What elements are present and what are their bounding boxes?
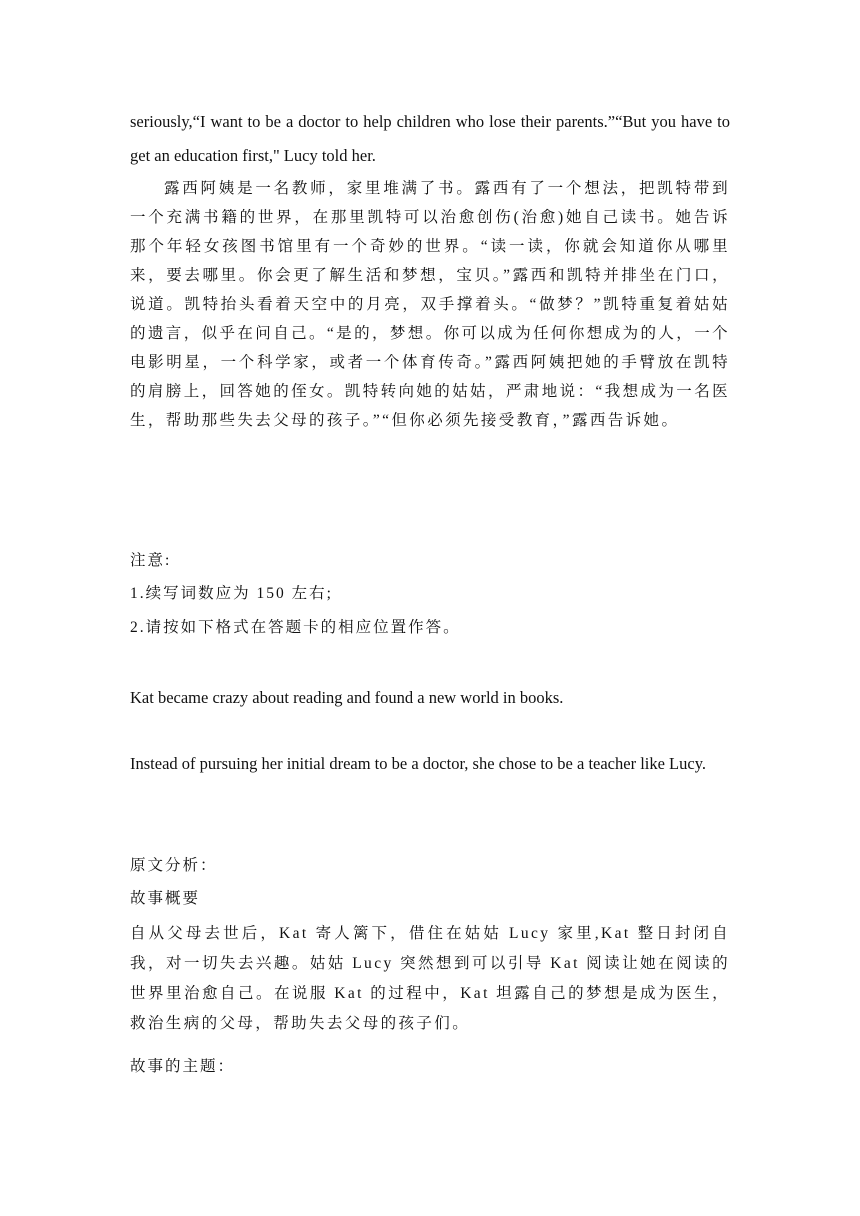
notes-item-word-count: 1.续写词数应为 150 左右;	[130, 585, 333, 602]
story-summary-heading: 故事概要	[130, 890, 201, 907]
continuation-prompt-first: Kat became crazy about reading and found a new world in books.	[130, 688, 564, 707]
english-story-paragraph: seriously,“I want to be a doctor to help children who lose their parents.”“But you have to get an education first," Lucy told her.	[130, 112, 730, 165]
story-summary-text: 自从父母去世后，Kat 寄人篱下，借住在姑姑 Lucy 家里,Kat 整日封闭自我，对一切失去兴趣。姑姑 Lucy 突然想到可以引导 Kat 阅读让她在阅读的世界里治愈自己。在说服 Kat 的过程中，Kat 坦露自己的梦想是成为医生，救治生病的父母，帮助失去父母的孩子们。	[130, 925, 730, 1032]
notes-heading: 注意:	[130, 552, 172, 569]
analysis-heading: 原文分析：	[130, 857, 218, 874]
chinese-translation-paragraph: 露西阿姨是一名教师，家里堆满了书。露西有了一个想法，把凯特带到一个充满书籍的世界，在那里凯特可以治愈创伤(治愈)她自己读书。她告诉那个年轻女孩图书馆里有一个奇妙的世界。“读一读，你就会知道你从哪里来，要去哪里。你会更了解生活和梦想，宝贝。”露西和凯特并排坐在门口，说道。凯特抬头看着天空中的月亮，双手撑着头。“做梦？”凯特重复着姑姑的遗言，似乎在问自己。“是的，梦想。你可以成为任何你想成为的人，一个电影明星，一个科学家，或者一个体育传奇。”露西阿姨把她的手臂放在凯特的肩膀上，回答她的侄女。凯特转向她的姑姑，严肃地说：“我想成为一名医生，帮助那些失去父母的孩子。”“但你必须先接受教育，”露西告诉她。	[130, 180, 730, 429]
notes-item-answer-format: 2.请按如下格式在答题卡的相应位置作答。	[130, 619, 461, 636]
story-theme-heading: 故事的主题：	[130, 1058, 236, 1075]
continuation-prompt-second: Instead of pursuing her initial dream to be a doctor, she chose to be a teacher like Lucy.	[130, 754, 707, 773]
